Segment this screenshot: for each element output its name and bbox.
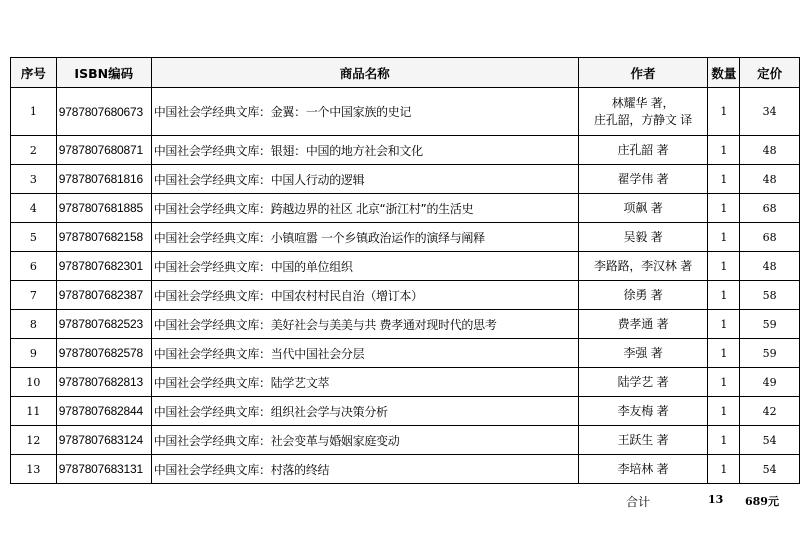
- table-row: [11, 165, 800, 194]
- author-line: 李路路，李汉林 著: [594, 258, 693, 273]
- header-qty: 数量: [708, 58, 740, 88]
- cell-name: 中国社会学经典文库：中国的单位组织: [151, 252, 578, 281]
- cell-price: 58: [740, 281, 800, 310]
- cell-qty: 1: [708, 136, 740, 165]
- cell-author: [578, 281, 708, 310]
- cell-author: [578, 252, 708, 281]
- cell-no: 6: [11, 252, 57, 281]
- cell-name: 中国社会学经典文库：跨越边界的社区 北京“浙江村”的生活史: [151, 194, 578, 223]
- table-row: [11, 455, 800, 484]
- cell-isbn: 9787807681885: [56, 194, 151, 223]
- cell-name: 中国社会学经典文库：组织社会学与决策分析: [151, 397, 578, 426]
- cell-isbn: 9787807682813: [56, 368, 151, 397]
- author-line: 庄孔韶 著: [617, 142, 669, 157]
- author-line: 庄孔韶，方静文 译: [594, 112, 693, 127]
- cell-price: 48: [740, 252, 800, 281]
- cell-price: 59: [740, 339, 800, 368]
- cell-isbn: 9787807680871: [56, 136, 151, 165]
- summary-qty: 13: [708, 493, 724, 506]
- cell-no: 2: [11, 136, 57, 165]
- cell-author: [578, 339, 708, 368]
- author-line: 费孝通 著: [617, 316, 669, 331]
- header-price: 定价: [740, 58, 800, 88]
- cell-author: [578, 310, 708, 339]
- cell-isbn: 9787807681816: [56, 165, 151, 194]
- cell-name: 中国社会学经典文库：当代中国社会分层: [151, 339, 578, 368]
- cell-price: 48: [740, 165, 800, 194]
- cell-author: [578, 455, 708, 484]
- header-no: 序号: [11, 58, 57, 88]
- cell-isbn: 9787807682844: [56, 397, 151, 426]
- cell-qty: 1: [708, 310, 740, 339]
- table-row: [11, 426, 800, 455]
- header-isbn: ISBN编码: [56, 58, 151, 88]
- cell-price: 42: [740, 397, 800, 426]
- author-line: 吴毅 著: [623, 229, 663, 244]
- cell-qty: 1: [708, 339, 740, 368]
- author-line: 陆学艺 著: [617, 374, 669, 389]
- cell-name: 中国社会学经典文库：陆学艺文萃: [151, 368, 578, 397]
- cell-qty: 1: [708, 252, 740, 281]
- cell-name: 中国社会学经典文库：金翼：一个中国家族的史记: [151, 88, 578, 136]
- cell-no: 12: [11, 426, 57, 455]
- cell-qty: 1: [708, 397, 740, 426]
- author-line: 项飙 著: [623, 200, 663, 215]
- table-row: [11, 368, 800, 397]
- cell-isbn: 9787807682387: [56, 281, 151, 310]
- cell-name: 中国社会学经典文库：社会变革与婚姻家庭变动: [151, 426, 578, 455]
- cell-name: 中国社会学经典文库：银翅：中国的地方社会和文化: [151, 136, 578, 165]
- cell-price: 34: [740, 88, 800, 136]
- table-row: [11, 397, 800, 426]
- table-row: [11, 88, 800, 136]
- cell-price: 48: [740, 136, 800, 165]
- cell-qty: 1: [708, 426, 740, 455]
- table-row: [11, 252, 800, 281]
- cell-author: [578, 397, 708, 426]
- cell-author: [578, 426, 708, 455]
- cell-price: 68: [740, 223, 800, 252]
- cell-author: [578, 136, 708, 165]
- cell-no: 4: [11, 194, 57, 223]
- cell-price: 54: [740, 426, 800, 455]
- author-line: 王跃生 著: [617, 432, 669, 447]
- cell-isbn: 9787807682523: [56, 310, 151, 339]
- author-line: 徐勇 著: [623, 287, 663, 302]
- cell-no: 7: [11, 281, 57, 310]
- cell-author: [578, 165, 708, 194]
- cell-qty: 1: [708, 223, 740, 252]
- cell-price: 68: [740, 194, 800, 223]
- cell-no: 5: [11, 223, 57, 252]
- book-list-table: [10, 57, 800, 484]
- cell-name: 中国社会学经典文库：小镇喧嚣 一个乡镇政治运作的演绎与阐释: [151, 223, 578, 252]
- cell-isbn: 9787807683131: [56, 455, 151, 484]
- author-line: 林耀华 著，: [611, 95, 675, 110]
- summary-label: 合计: [626, 495, 651, 509]
- table-row: [11, 194, 800, 223]
- cell-qty: 1: [708, 281, 740, 310]
- cell-qty: 1: [708, 194, 740, 223]
- cell-isbn: 9787807682301: [56, 252, 151, 281]
- cell-author: [578, 368, 708, 397]
- cell-isbn: 9787807682158: [56, 223, 151, 252]
- header-author: 作者: [578, 58, 708, 88]
- cell-qty: 1: [708, 368, 740, 397]
- table-row: [11, 281, 800, 310]
- table-row: [11, 136, 800, 165]
- cell-no: 10: [11, 368, 57, 397]
- cell-isbn: 9787807683124: [56, 426, 151, 455]
- cell-qty: 1: [708, 165, 740, 194]
- table-header-row: [11, 58, 800, 88]
- table-row: [11, 223, 800, 252]
- table-row: [11, 339, 800, 368]
- cell-author: [578, 223, 708, 252]
- cell-isbn: 9787807680673: [56, 88, 151, 136]
- author-line: 翟学伟 著: [617, 171, 669, 186]
- cell-price: 49: [740, 368, 800, 397]
- author-line: 李友梅 著: [617, 403, 669, 418]
- cell-no: 3: [11, 165, 57, 194]
- cell-name: 中国社会学经典文库：中国农村村民自治（增订本）: [151, 281, 578, 310]
- cell-no: 11: [11, 397, 57, 426]
- cell-no: 13: [11, 455, 57, 484]
- cell-no: 9: [11, 339, 57, 368]
- cell-price: 54: [740, 455, 800, 484]
- header-name: 商品名称: [151, 58, 578, 88]
- cell-author: [578, 194, 708, 223]
- cell-name: 中国社会学经典文库：美好社会与美美与共 费孝通对现时代的思考: [151, 310, 578, 339]
- cell-price: 59: [740, 310, 800, 339]
- cell-isbn: 9787807682578: [56, 339, 151, 368]
- cell-no: 1: [11, 88, 57, 136]
- cell-author: [578, 88, 708, 136]
- cell-no: 8: [11, 310, 57, 339]
- cell-name: 中国社会学经典文库：中国人行动的逻辑: [151, 165, 578, 194]
- cell-qty: 1: [708, 88, 740, 136]
- table-row: [11, 310, 800, 339]
- author-line: 李培林 著: [617, 461, 669, 476]
- summary-total: 689元: [745, 495, 779, 508]
- author-line: 李强 著: [623, 345, 663, 360]
- table-body: [11, 88, 800, 484]
- cell-qty: 1: [708, 455, 740, 484]
- cell-name: 中国社会学经典文库：村落的终结: [151, 455, 578, 484]
